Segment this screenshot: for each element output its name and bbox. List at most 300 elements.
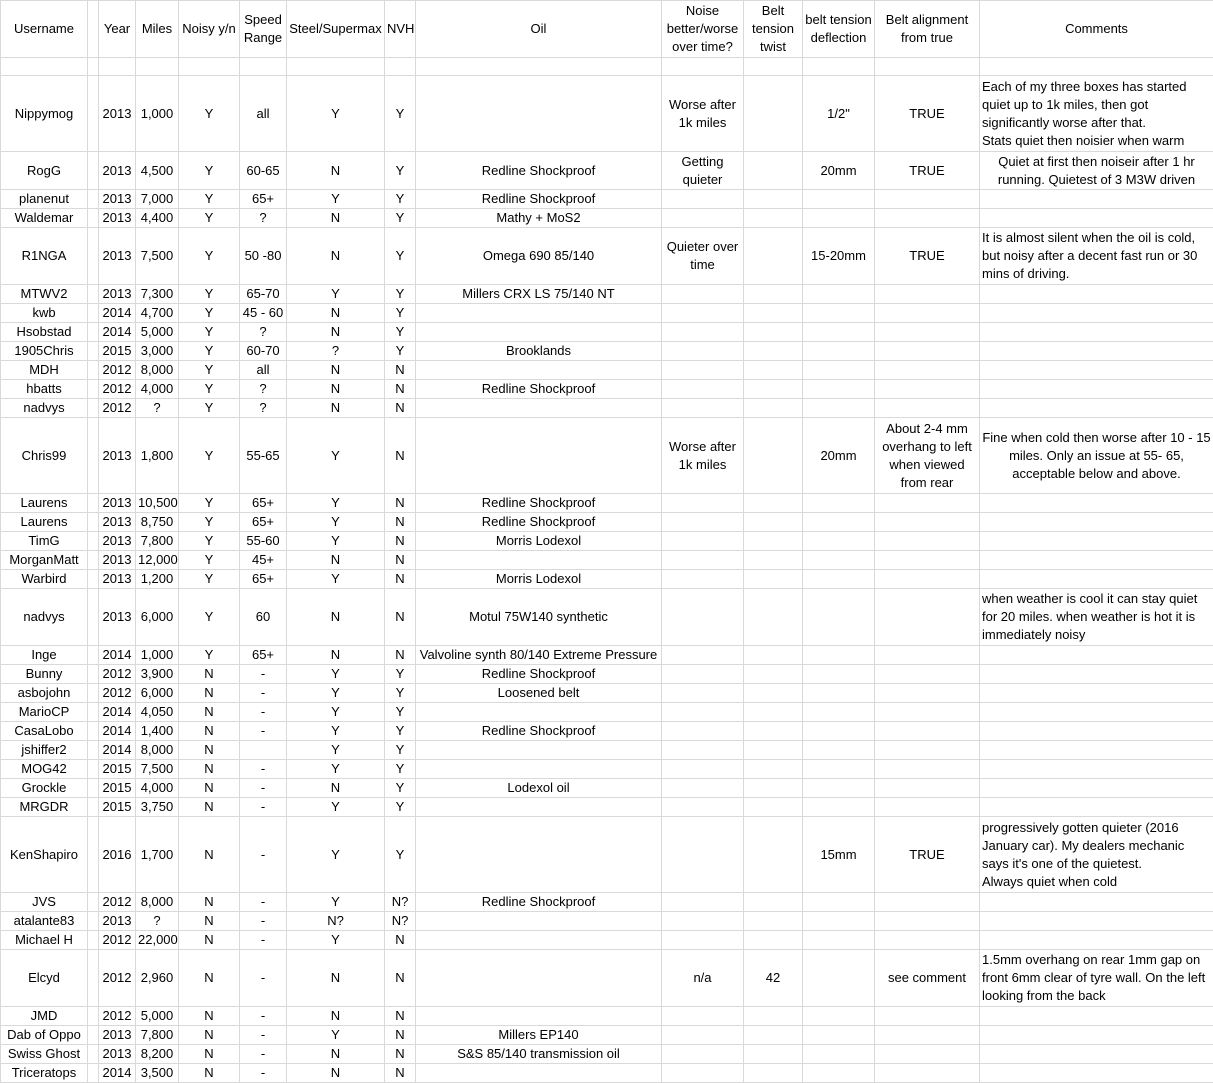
cell-miles: 1,700 [136,817,179,893]
cell-blank [88,228,99,285]
table-row [1,760,1213,779]
cell-nvh: Y [385,342,416,361]
cell-nvh: Y [385,684,416,703]
table-row [1,551,1213,570]
cell-belt-alignment [875,494,980,513]
cell-username: Swiss Ghost [1,1045,88,1064]
cell-belt-twist [744,76,803,152]
cell-belt-twist [744,741,803,760]
cell-belt-deflection [803,380,875,399]
table-row [1,532,1213,551]
cell-noise-time: Getting quieter [662,152,744,190]
cell-miles: 8,000 [136,893,179,912]
cell-belt-twist [744,1026,803,1045]
table-row [1,722,1213,741]
table-row [1,380,1213,399]
cell-speed-range: - [240,950,287,1007]
cell-miles: 22,000 [136,931,179,950]
cell-oil: Redline Shockproof [416,380,662,399]
header-noisy: Noisy y/n [179,1,240,58]
cell-speed-range: - [240,684,287,703]
cell-belt-twist [744,1007,803,1026]
header-belt-alignment: Belt alignment from true [875,1,980,58]
cell-username: Hsobstad [1,323,88,342]
table-row [1,570,1213,589]
cell-comments [980,380,1213,399]
cell-oil [416,912,662,931]
cell-comments: progressively gotten quieter (2016 January car). My dealers mechanic says it's one of the quietest. Always quiet when cold [980,817,1213,893]
cell-username: atalante83 [1,912,88,931]
cell-nvh: Y [385,76,416,152]
cell-speed-range: 50 -80 [240,228,287,285]
cell-oil [416,760,662,779]
cell-noisy: N [179,722,240,741]
cell-year: 2014 [99,323,136,342]
cell-belt-alignment [875,779,980,798]
cell-comments [980,285,1213,304]
cell-belt-alignment [875,646,980,665]
cell-belt-deflection [803,513,875,532]
cell-miles: 4,000 [136,779,179,798]
cell-belt-deflection [803,1007,875,1026]
cell-belt-alignment [875,551,980,570]
cell-steel: N [287,589,385,646]
cell-belt-alignment [875,665,980,684]
cell-noisy: N [179,779,240,798]
table-row [1,950,1213,1007]
cell-noise-time [662,817,744,893]
cell-blank [88,551,99,570]
cell-speed-range: 60-65 [240,152,287,190]
cell-steel: N [287,1007,385,1026]
cell-blank [88,323,99,342]
cell-belt-deflection [803,779,875,798]
cell-speed-range: - [240,1026,287,1045]
cell-blank [88,532,99,551]
cell-noisy: Y [179,532,240,551]
cell-oil: Redline Shockproof [416,190,662,209]
cell-belt-alignment [875,589,980,646]
cell-speed-range: 55-65 [240,418,287,494]
cell-belt-alignment: TRUE [875,76,980,152]
cell-year: 2013 [99,228,136,285]
cell-year: 2012 [99,1007,136,1026]
cell-oil [416,361,662,380]
cell-speed-range: ? [240,399,287,418]
cell-noisy: Y [179,380,240,399]
cell-miles: 7,500 [136,228,179,285]
cell-belt-alignment [875,760,980,779]
cell-nvh: N [385,551,416,570]
cell-belt-twist [744,570,803,589]
cell-year: 2014 [99,304,136,323]
cell-belt-twist [744,418,803,494]
cell-noise-time [662,494,744,513]
cell-belt-deflection: 20mm [803,418,875,494]
cell-noise-time [662,684,744,703]
cell-year: 2013 [99,570,136,589]
cell-nvh: Y [385,798,416,817]
cell-noisy: N [179,703,240,722]
cell-belt-twist: 42 [744,950,803,1007]
cell-username: Grockle [1,779,88,798]
header-speed-range: Speed Range [240,1,287,58]
cell-belt-twist [744,209,803,228]
cell-noisy: N [179,817,240,893]
cell-steel: N [287,779,385,798]
cell-year: 2012 [99,665,136,684]
cell-year: 2015 [99,760,136,779]
cell-username: MorganMatt [1,551,88,570]
cell-belt-twist [744,779,803,798]
cell-nvh: N? [385,893,416,912]
cell-belt-alignment [875,1045,980,1064]
cell-year: 2014 [99,703,136,722]
cell-belt-deflection [803,741,875,760]
cell-comments: 1.5mm overhang on rear 1mm gap on front 6mm clear of tyre wall. On the left looking from the back [980,950,1213,1007]
cell-username: Waldemar [1,209,88,228]
cell-noisy: N [179,1064,240,1083]
cell-year: 2015 [99,779,136,798]
cell-belt-alignment: TRUE [875,817,980,893]
cell-oil [416,418,662,494]
cell-year: 2013 [99,1045,136,1064]
cell-noisy: N [179,950,240,1007]
cell-nvh: Y [385,817,416,893]
table-row [1,893,1213,912]
cell-steel: Y [287,684,385,703]
cell-blank [88,1026,99,1045]
cell-miles: 7,800 [136,1026,179,1045]
cell-nvh: N [385,418,416,494]
cell-speed-range: all [240,361,287,380]
table-row [1,798,1213,817]
cell-oil: Motul 75W140 synthetic [416,589,662,646]
cell-oil [416,931,662,950]
cell-oil: Morris Lodexol [416,532,662,551]
table-row [1,418,1213,494]
cell-year: 2012 [99,380,136,399]
cell-oil: Lodexol oil [416,779,662,798]
cell-comments [980,760,1213,779]
cell-nvh: N [385,931,416,950]
cell-year: 2012 [99,950,136,1007]
cell-belt-deflection: 20mm [803,152,875,190]
cell-belt-twist [744,760,803,779]
cell-comments [980,399,1213,418]
cell-speed-range: 45 - 60 [240,304,287,323]
cell-speed-range: - [240,798,287,817]
cell-oil: Redline Shockproof [416,494,662,513]
cell-speed-range: - [240,1064,287,1083]
table-row [1,912,1213,931]
table-row [1,494,1213,513]
cell-noise-time [662,513,744,532]
cell-steel: Y [287,570,385,589]
cell-belt-deflection [803,570,875,589]
cell-nvh: Y [385,760,416,779]
cell-belt-deflection [803,342,875,361]
cell-miles: 3,000 [136,342,179,361]
cell-oil: Redline Shockproof [416,665,662,684]
cell-username: nadvys [1,589,88,646]
cell-noise-time [662,703,744,722]
cell-comments [980,209,1213,228]
cell-belt-twist [744,152,803,190]
cell-comments [980,532,1213,551]
cell-year: 2013 [99,418,136,494]
cell-miles: 3,500 [136,1064,179,1083]
cell-belt-deflection [803,646,875,665]
cell-blank [88,741,99,760]
cell-blank [88,380,99,399]
cell-miles: 4,700 [136,304,179,323]
cell-oil: Valvoline synth 80/140 Extreme Pressure [416,646,662,665]
cell-oil [416,304,662,323]
cell-year: 2015 [99,798,136,817]
cell-belt-twist [744,684,803,703]
cell-belt-deflection [803,1026,875,1045]
cell-noise-time [662,551,744,570]
cell-belt-deflection [803,589,875,646]
cell-blank [88,779,99,798]
cell-belt-deflection [803,361,875,380]
cell-noise-time [662,399,744,418]
cell-noisy: N [179,1026,240,1045]
cell-oil [416,703,662,722]
table-row [1,665,1213,684]
cell-steel: N [287,228,385,285]
cell-nvh: N [385,570,416,589]
cell-steel: N [287,646,385,665]
cell-nvh: N [385,950,416,1007]
cell-steel: Y [287,513,385,532]
cell-belt-deflection [803,950,875,1007]
cell-belt-deflection [803,285,875,304]
cell-blank [88,665,99,684]
cell-comments [980,798,1213,817]
cell-miles: 4,050 [136,703,179,722]
cell-username: planenut [1,190,88,209]
header-belt-deflection: belt tension deflection [803,1,875,58]
cell-blank [88,190,99,209]
cell-belt-alignment [875,361,980,380]
cell-noise-time: Quieter over time [662,228,744,285]
cell-miles: 5,000 [136,1007,179,1026]
cell-belt-alignment [875,285,980,304]
header-username: Username [1,1,88,58]
table-row [1,361,1213,380]
cell-steel: N [287,380,385,399]
cell-belt-twist [744,665,803,684]
cell-belt-twist [744,1045,803,1064]
cell-nvh: N [385,1045,416,1064]
table-row [1,304,1213,323]
cell-steel: Y [287,1026,385,1045]
cell-belt-twist [744,380,803,399]
cell-belt-deflection [803,190,875,209]
cell-belt-deflection [803,209,875,228]
cell-miles: 2,960 [136,950,179,1007]
cell-username: MarioCP [1,703,88,722]
header-noise-time: Noise better/worse over time? [662,1,744,58]
cell-belt-twist [744,646,803,665]
cell-nvh: N [385,589,416,646]
cell-noisy: Y [179,76,240,152]
cell-belt-alignment [875,513,980,532]
cell-noisy: N [179,665,240,684]
cell-noise-time [662,304,744,323]
cell-blank [88,1007,99,1026]
cell-noise-time: Worse after 1k miles [662,76,744,152]
table-row [1,76,1213,152]
cell-belt-alignment [875,380,980,399]
cell-blank [88,399,99,418]
cell-noisy: Y [179,228,240,285]
cell-miles: 1,000 [136,646,179,665]
cell-username: kwb [1,304,88,323]
cell-comments [980,551,1213,570]
cell-nvh: N [385,532,416,551]
cell-nvh: N [385,513,416,532]
cell-speed-range: - [240,893,287,912]
cell-steel: Y [287,285,385,304]
cell-belt-twist [744,551,803,570]
cell-year: 2013 [99,76,136,152]
cell-blank [88,722,99,741]
cell-comments [980,570,1213,589]
cell-oil: Brooklands [416,342,662,361]
cell-username: Nippymog [1,76,88,152]
table-row [1,152,1213,190]
table-row [1,741,1213,760]
cell-year: 2012 [99,684,136,703]
cell-belt-twist [744,285,803,304]
cell-username: Dab of Oppo [1,1026,88,1045]
cell-belt-twist [744,513,803,532]
cell-speed-range: - [240,912,287,931]
cell-speed-range: 65-70 [240,285,287,304]
cell-belt-twist [744,190,803,209]
cell-belt-alignment [875,893,980,912]
cell-steel: Y [287,418,385,494]
cell-miles: 5,000 [136,323,179,342]
cell-miles: 8,750 [136,513,179,532]
cell-belt-alignment [875,798,980,817]
cell-noise-time [662,570,744,589]
cell-noise-time [662,893,744,912]
cell-blank [88,342,99,361]
cell-username: Triceratops [1,1064,88,1083]
cell-noisy: N [179,931,240,950]
cell-comments [980,361,1213,380]
cell-noisy: N [179,760,240,779]
cell-speed-range: - [240,817,287,893]
cell-steel: N [287,399,385,418]
cell-username: MDH [1,361,88,380]
cell-noise-time: Worse after 1k miles [662,418,744,494]
cell-username: MOG42 [1,760,88,779]
cell-year: 2013 [99,912,136,931]
header-miles: Miles [136,1,179,58]
cell-belt-twist [744,304,803,323]
cell-comments [980,665,1213,684]
cell-blank [88,285,99,304]
cell-year: 2014 [99,741,136,760]
cell-steel: Y [287,703,385,722]
cell-belt-twist [744,931,803,950]
cell-miles: 10,500 [136,494,179,513]
cell-noisy: Y [179,570,240,589]
cell-speed-range: - [240,665,287,684]
cell-nvh: Y [385,190,416,209]
cell-belt-twist [744,722,803,741]
cell-belt-deflection [803,684,875,703]
cell-username: Chris99 [1,418,88,494]
cell-steel: Y [287,665,385,684]
cell-oil [416,76,662,152]
cell-steel: N [287,1045,385,1064]
table-row [1,342,1213,361]
cell-oil: Loosened belt [416,684,662,703]
cell-year: 2012 [99,931,136,950]
cell-miles: 1,000 [136,76,179,152]
cell-year: 2014 [99,722,136,741]
cell-noisy: Y [179,551,240,570]
cell-miles: 1,400 [136,722,179,741]
cell-belt-alignment [875,570,980,589]
cell-blank [88,931,99,950]
cell-noise-time [662,380,744,399]
cell-noise-time [662,342,744,361]
cell-year: 2013 [99,1026,136,1045]
cell-year: 2013 [99,190,136,209]
cell-noise-time [662,1007,744,1026]
cell-nvh: N [385,1026,416,1045]
cell-noise-time [662,760,744,779]
cell-noise-time [662,285,744,304]
cell-miles: 6,000 [136,684,179,703]
cell-steel: Y [287,190,385,209]
cell-miles: 8,000 [136,741,179,760]
cell-noise-time: n/a [662,950,744,1007]
cell-blank [88,817,99,893]
cell-nvh: N [385,1007,416,1026]
cell-nvh: Y [385,779,416,798]
cell-noisy: N [179,912,240,931]
cell-comments [980,1026,1213,1045]
cell-noise-time [662,190,744,209]
table-row [1,323,1213,342]
cell-belt-alignment [875,931,980,950]
cell-miles: ? [136,912,179,931]
cell-steel: N [287,950,385,1007]
cell-belt-deflection [803,722,875,741]
cell-speed-range: - [240,760,287,779]
cell-speed-range: - [240,703,287,722]
cell-username: MTWV2 [1,285,88,304]
cell-username: Bunny [1,665,88,684]
table-row [1,1045,1213,1064]
cell-speed-range: 65+ [240,570,287,589]
table-row [1,190,1213,209]
cell-oil [416,1007,662,1026]
cell-steel: N [287,551,385,570]
cell-comments: when weather is cool it can stay quiet for 20 miles. when weather is hot it is immediately noisy [980,589,1213,646]
cell-oil: Omega 690 85/140 [416,228,662,285]
cell-belt-twist [744,703,803,722]
cell-nvh: N [385,399,416,418]
